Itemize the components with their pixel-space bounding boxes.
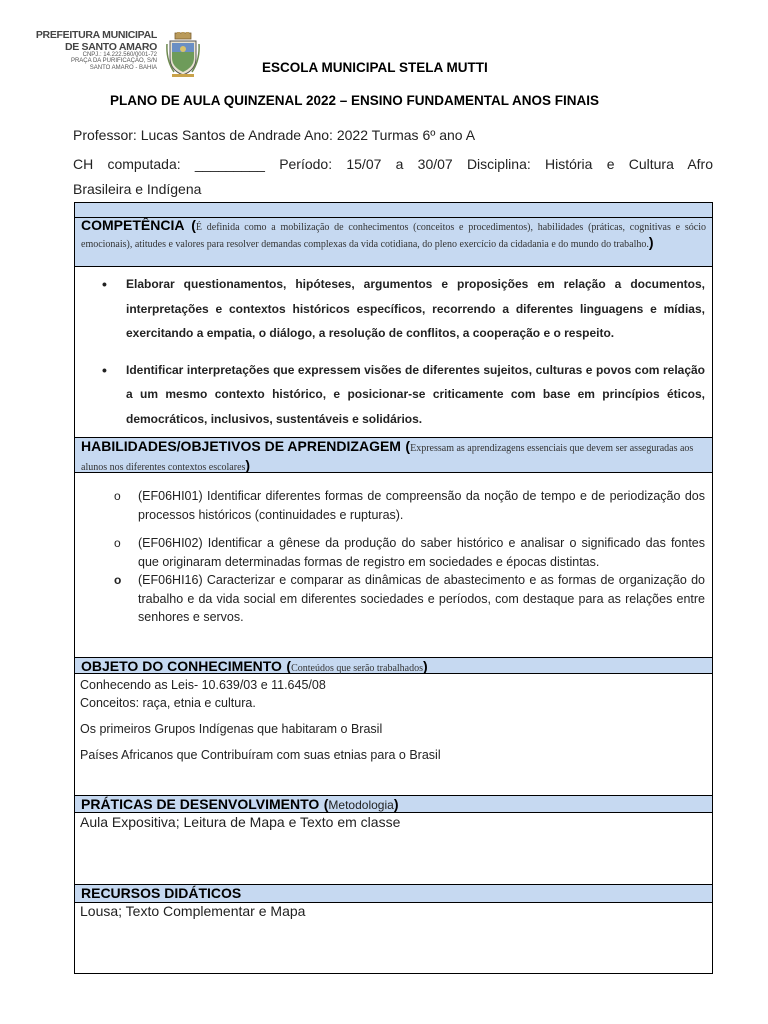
- habilidade-item: o (EF06HI02) Identificar a gênese da produção do saber histórico e analisar o significado das fontes que originaram determinadas formas de registro em sociedades e épocas distintas.: [114, 536, 705, 569]
- praticas-content: Aula Expositiva; Leitura de Mapa e Texto em classe: [80, 814, 401, 830]
- competencia-title: COMPETÊNCIA: [81, 217, 185, 233]
- habilidade-item: o (EF06HI16) Caracterizar e comparar as dinâmicas de abastecimento e as formas de organização do trabalho e da vida social em diferentes sociedades e períodos, com destaque para as relações entre senhores e servos.: [114, 573, 705, 624]
- logo-line-1: PREFEITURA MUNICIPAL: [35, 29, 157, 41]
- objeto-line: Conhecendo as Leis- 10.639/03 e 11.645/08: [80, 678, 326, 692]
- recursos-title: RECURSOS DIDÁTICOS: [81, 885, 242, 901]
- habilidade-item: o (EF06HI01) Identificar diferentes formas de compreensão da noção de tempo e de periodização dos processos históricos (continuidades e rupturas).: [114, 489, 705, 522]
- praticas-title: PRÁTICAS DE DESENVOLVIMENTO: [81, 796, 320, 812]
- circle-bullet-icon: o: [114, 536, 121, 550]
- competencia-item: • Elaborar questionamentos, hipóteses, argumentos e proposições em relação a documentos, interpretações e contextos históricos específicos, recorrendo a diferentes linguagens e mídias, exercitando a empatia, o diálogo, a resolução de conflitos, a cooperação e o respeito.: [74, 272, 713, 346]
- period-info: CH computada: _________ Período: 15/07 a 30/07 Disciplina: História e Cultura Afro: [73, 156, 713, 172]
- circle-bullet-icon: o: [114, 489, 121, 503]
- table-top-band: [74, 202, 713, 218]
- logo-address: PRAÇA DA PURIFICAÇÃO, S/N: [70, 58, 157, 65]
- praticas-description: Metodologia: [328, 798, 394, 812]
- competencia-body: [74, 272, 713, 437]
- habilidades-description: Expressam as aprendizagens essenciais que devem ser asseguradas aos alunos nos diferentes contextos escolares: [81, 443, 694, 473]
- logo-line-2: DE SANTO AMARO: [64, 40, 157, 53]
- habilidades-header: HABILIDADES/OBJETIVOS DE APRENDIZAGEM (Expressam as aprendizagens essenciais que devem ser asseguradas aos alunos nos diferentes contextos escolares): [74, 437, 713, 473]
- recursos-content: Lousa; Texto Complementar e Mapa: [80, 903, 306, 919]
- objeto-line: Conceitos: raça, etnia e cultura.: [80, 696, 256, 710]
- recursos-header: [74, 884, 713, 903]
- circle-bullet-icon: o: [114, 573, 122, 587]
- logo-cnpj: CNPJ.: 14.222.560/0001-72: [82, 52, 157, 58]
- competencia-header: COMPETÊNCIA (É definida como a mobilização de conhecimentos (conceitos e procedimentos), habilidades (práticas, cognitivas e sócio emocionais), atitudes e valores para resolver demandas complexas da vida cotidiana, do pleno exercício da cidadania e do mundo do trabalho.): [74, 217, 713, 267]
- praticas-body: [74, 814, 713, 884]
- praticas-header: PRÁTICAS DE DESENVOLVIMENTO (Metodologia): [74, 795, 713, 813]
- logo-city: SANTO AMARO - BAHIA: [89, 64, 157, 71]
- recursos-body: [74, 903, 713, 973]
- objeto-header: OBJETO DO CONHECIMENTO (Conteúdos que serão trabalhados): [74, 657, 713, 674]
- school-name: ESCOLA MUNICIPAL STELA MUTTI: [262, 60, 488, 75]
- teacher-info: Professor: Lucas Santos de Andrade Ano: 2022 Turmas 6º ano A: [73, 127, 476, 143]
- objeto-line: Países Africanos que Contribuíram com suas etnias para o Brasil: [80, 748, 441, 762]
- discipline-info: Brasileira e Indígena: [73, 181, 202, 197]
- objeto-body: [74, 676, 713, 796]
- objeto-line: Os primeiros Grupos Indígenas que habitaram o Brasil: [80, 722, 383, 736]
- habilidades-body: [74, 487, 713, 657]
- municipal-coat-of-arms-icon: [166, 32, 200, 78]
- plan-title: PLANO DE AULA QUINZENAL 2022 – ENSINO FUNDAMENTAL ANOS FINAIS: [110, 93, 600, 108]
- habilidades-title: HABILIDADES/OBJETIVOS DE APRENDIZAGEM: [81, 438, 401, 454]
- objeto-title: OBJETO DO CONHECIMENTO: [81, 658, 282, 674]
- competencia-item: • Identificar interpretações que expressem visões de diferentes sujeitos, culturas e povos com relação a um mesmo contexto histórico, e posicionar-se criticamente com base em princípios éticos, democráticos, inclusivos, sustentáveis e solidários.: [74, 358, 713, 432]
- objeto-description: Conteúdos que serão trabalhados: [291, 663, 423, 674]
- prefeitura-logo: [22, 30, 162, 80]
- competencia-description: É definida como a mobilização de conhecimentos (conceitos e procedimentos), habilidades (práticas, cognitivas e sócio emocionais), atitudes e valores para resolver demandas complexas da vida cotidiana, do pleno exercício da cidadania e do mundo do trabalho.: [81, 222, 706, 250]
